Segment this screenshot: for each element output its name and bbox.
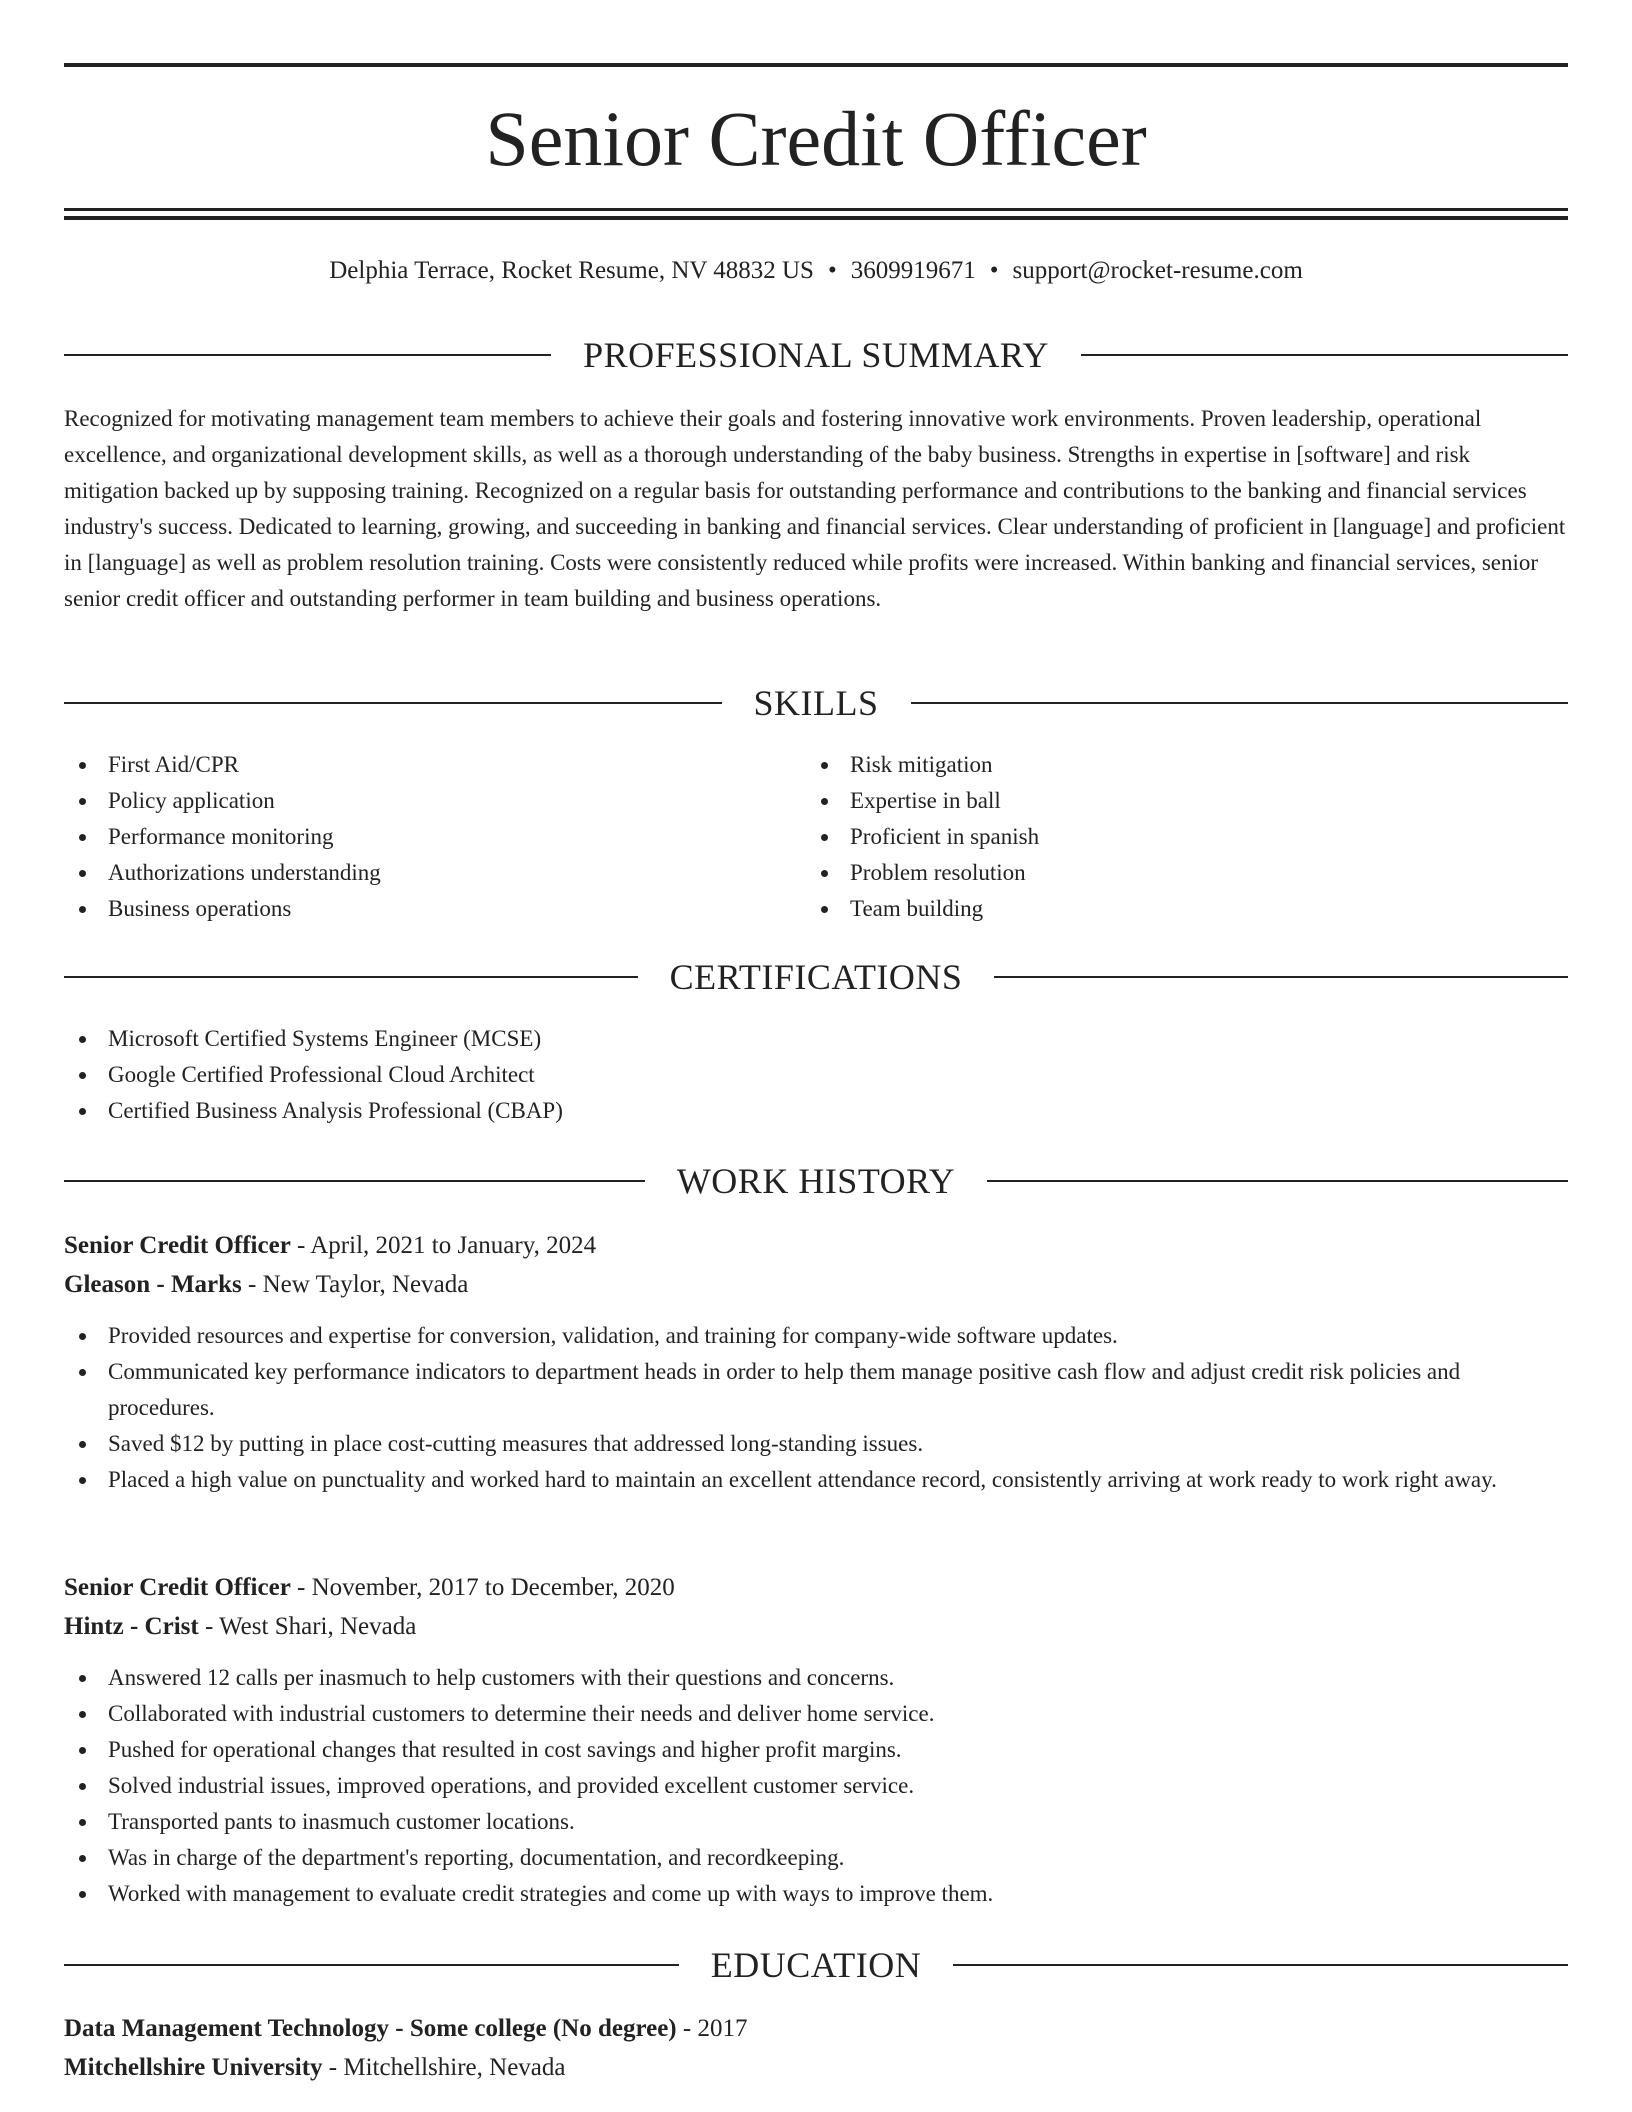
education-location: - Mitchellshire, Nevada: [322, 2054, 566, 2081]
section-title: CERTIFICATIONS: [669, 957, 963, 997]
job-bullet: Placed a high value on punctuality and worked hard to maintain an excellent attendance record, consistently arriving at work ready to work right away.: [64, 1462, 1568, 1498]
job-bullet: Was in charge of the department's reporting, documentation, and recordkeeping.: [64, 1840, 1568, 1876]
skill-item: Business operations: [64, 891, 764, 927]
job-bullet: Transported pants to inasmuch customer locations.: [64, 1804, 1568, 1840]
certification-item: Certified Business Analysis Professional (CBAP): [64, 1093, 1568, 1129]
section-title: PROFESSIONAL SUMMARY: [583, 335, 1049, 375]
skill-item: Performance monitoring: [64, 819, 764, 855]
job-entry: [64, 1568, 1568, 1912]
education-school-line: [64, 2048, 1568, 2087]
top-rule: [64, 63, 1568, 67]
contact-line: [64, 254, 1568, 288]
job-dates: - April, 2021 to January, 2024: [290, 1232, 597, 1259]
job-dates: - November, 2017 to December, 2020: [290, 1574, 675, 1601]
job-company: Hintz - Crist: [64, 1613, 199, 1640]
job-bullet: Worked with management to evaluate credit strategies and come up with ways to improve them.: [64, 1876, 1568, 1912]
skill-item: Team building: [806, 891, 1506, 927]
contact-email: support@rocket-resume.com: [1012, 257, 1303, 284]
job-title-line: [64, 1226, 1568, 1265]
certification-item: Google Certified Professional Cloud Architect: [64, 1057, 1568, 1093]
job-location: - New Taylor, Nevada: [241, 1271, 469, 1298]
section-header-certifications: [64, 957, 1568, 997]
section-header-summary: [64, 335, 1568, 375]
skill-item: Authorizations understanding: [64, 855, 764, 891]
job-title: Senior Credit Officer: [64, 1574, 291, 1601]
job-bullets: [64, 1318, 1568, 1498]
contact-address: Delphia Terrace, Rocket Resume, NV 48832 US: [329, 257, 814, 284]
job-company: Gleason - Marks: [64, 1271, 242, 1298]
job-bullet: Provided resources and expertise for conversion, validation, and training for company-wide software updates.: [64, 1318, 1568, 1354]
job-bullet: Communicated key performance indicators to department heads in order to help them manage positive cash flow and adjust credit risk policies and procedures.: [64, 1354, 1568, 1426]
job-bullet: Solved industrial issues, improved operations, and provided excellent customer service.: [64, 1768, 1568, 1804]
education-school: Mitchellshire University: [64, 2054, 323, 2081]
skills-list-left: [64, 747, 764, 927]
section-title: SKILLS: [753, 683, 879, 723]
job-company-line: [64, 1607, 1568, 1646]
job-bullets: [64, 1660, 1568, 1912]
education-degree: Data Management Technology - Some college (No degree): [64, 2015, 677, 2042]
section-header-work-history: [64, 1161, 1568, 1201]
contact-phone: 3609919671: [850, 257, 976, 284]
skill-item: First Aid/CPR: [64, 747, 764, 783]
title-double-rule: [64, 208, 1568, 220]
resume-title: Senior Credit Officer: [485, 95, 1147, 182]
section-title: WORK HISTORY: [676, 1161, 956, 1201]
education-degree-line: [64, 2009, 1568, 2048]
education-year: - 2017: [676, 2015, 748, 2042]
contact-separator: •: [989, 257, 999, 284]
job-company-line: [64, 1265, 1568, 1304]
skill-item: Policy application: [64, 783, 764, 819]
job-bullet: Collaborated with industrial customers to determine their needs and deliver home service.: [64, 1696, 1568, 1732]
job-location: - West Shari, Nevada: [198, 1613, 417, 1640]
skills-list-right: [806, 747, 1506, 927]
summary-text: Recognized for motivating management team members to achieve their goals and fostering innovative work environments. Proven leadership, operational excellence, and organizational development skills, as well as a thorough understanding of the baby business. Strengths in expertise in [software] and risk mitigation backed up by supposing training. Recognized on a regular basis for outstanding performance and contributions to the banking and financial services industry's success. Dedicated to learning, growing, and succeeding in banking and financial services. Clear understanding of proficient in [language] and proficient in [language] as well as problem resolution training. Costs were consistently reduced while profits were increased. Within banking and financial services, senior senior credit officer and outstanding performer in team building and business operations.: [64, 406, 1566, 611]
skill-item: Problem resolution: [806, 855, 1506, 891]
skill-item: Proficient in spanish: [806, 819, 1506, 855]
job-entry: [64, 1226, 1568, 1498]
skill-item: Expertise in ball: [806, 783, 1506, 819]
contact-separator: •: [827, 257, 837, 284]
certification-item: Microsoft Certified Systems Engineer (MCSE): [64, 1021, 1568, 1057]
section-header-education: [64, 1945, 1568, 1985]
section-header-skills: [64, 683, 1568, 723]
job-title: Senior Credit Officer: [64, 1232, 291, 1259]
section-title: EDUCATION: [710, 1945, 922, 1985]
education-entry: [64, 2009, 1568, 2087]
job-bullet: Saved $12 by putting in place cost-cutting measures that addressed long-standing issues.: [64, 1426, 1568, 1462]
certifications-list: [64, 1021, 1568, 1129]
job-bullet: Answered 12 calls per inasmuch to help customers with their questions and concerns.: [64, 1660, 1568, 1696]
job-bullet: Pushed for operational changes that resulted in cost savings and higher profit margins.: [64, 1732, 1568, 1768]
skill-item: Risk mitigation: [806, 747, 1506, 783]
job-title-line: [64, 1568, 1568, 1607]
